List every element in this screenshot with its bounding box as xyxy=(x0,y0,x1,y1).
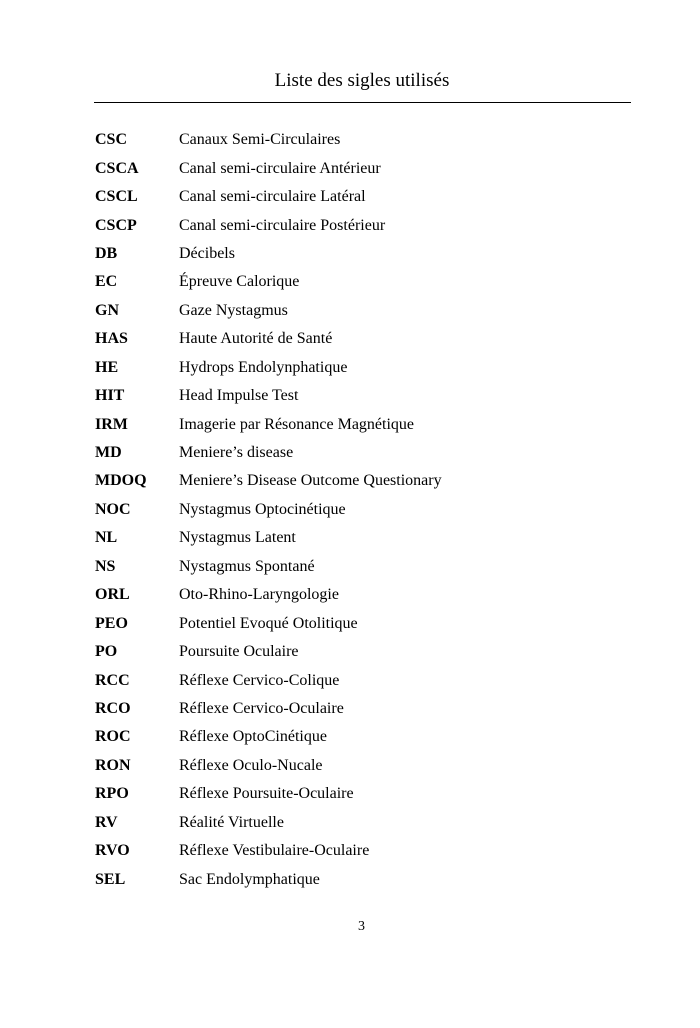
sigle-abbreviation: HAS xyxy=(95,330,128,348)
list-item xyxy=(95,695,615,723)
sigle-abbreviation: EC xyxy=(95,273,118,291)
sigle-definition: Head Impulse Test xyxy=(179,387,299,405)
list-item xyxy=(95,780,615,808)
page-number: 3 xyxy=(358,919,365,934)
sigle-definition: Réflexe Poursuite-Oculaire xyxy=(179,785,354,803)
sigle-abbreviation: RCO xyxy=(95,699,131,717)
sigle-definition: Oto-Rhino-Laryngologie xyxy=(179,586,339,604)
sigle-definition: Imagerie par Résonance Magnétique xyxy=(179,415,415,433)
sigle-abbreviation: HIT xyxy=(95,387,125,405)
sigle-abbreviation: RVO xyxy=(95,842,130,860)
list-item xyxy=(95,211,615,239)
list-item xyxy=(95,154,615,182)
sigle-abbreviation: HE xyxy=(95,358,119,376)
sigle-definition: Poursuite Oculaire xyxy=(179,643,299,661)
sigle-definition: Canal semi-circulaire Latéral xyxy=(179,188,366,206)
sigle-abbreviation: GN xyxy=(95,301,119,319)
sigle-abbreviation: MD xyxy=(95,444,122,462)
sigle-definition: Décibels xyxy=(179,244,235,262)
sigle-abbreviation: RV xyxy=(95,813,118,831)
sigle-definition: Meniere’s disease xyxy=(179,444,294,462)
list-item xyxy=(95,809,615,837)
title-divider xyxy=(94,102,631,103)
sigle-abbreviation: RON xyxy=(95,756,131,774)
list-item xyxy=(95,439,615,467)
list-item xyxy=(95,183,615,211)
sigles-list xyxy=(95,126,615,894)
sigle-abbreviation: PO xyxy=(95,643,118,661)
list-item xyxy=(95,666,615,694)
list-item xyxy=(95,553,615,581)
sigle-abbreviation: MDOQ xyxy=(95,472,147,490)
list-item xyxy=(95,723,615,751)
sigle-definition: Canal semi-circulaire Antérieur xyxy=(179,159,381,177)
sigle-abbreviation: PEO xyxy=(95,614,128,632)
sigle-abbreviation: NL xyxy=(95,529,118,547)
list-item xyxy=(95,865,615,893)
list-item xyxy=(95,609,615,637)
sigle-definition: Réalité Virtuelle xyxy=(179,813,284,831)
sigle-abbreviation: RCC xyxy=(95,671,130,689)
list-item xyxy=(95,325,615,353)
list-item xyxy=(95,126,615,154)
sigle-abbreviation: CSCP xyxy=(95,216,137,234)
sigle-abbreviation: ROC xyxy=(95,728,131,746)
list-item xyxy=(95,240,615,268)
list-item xyxy=(95,410,615,438)
list-item xyxy=(95,752,615,780)
sigle-definition: Gaze Nystagmus xyxy=(179,301,288,319)
page-title: Liste des sigles utilisés xyxy=(274,70,450,91)
sigle-abbreviation: SEL xyxy=(95,870,126,888)
list-item xyxy=(95,524,615,552)
list-item xyxy=(95,496,615,524)
list-item xyxy=(95,354,615,382)
sigle-abbreviation: DB xyxy=(95,244,118,262)
sigle-definition: Potentiel Evoqué Otolitique xyxy=(179,614,358,632)
sigle-definition: Réflexe OptoCinétique xyxy=(179,728,327,746)
sigle-definition: Canal semi-circulaire Postérieur xyxy=(179,216,386,234)
sigle-abbreviation: CSCA xyxy=(95,159,139,177)
list-item xyxy=(95,581,615,609)
sigle-abbreviation: CSC xyxy=(95,131,128,149)
list-item xyxy=(95,467,615,495)
list-item xyxy=(95,837,615,865)
sigle-definition: Nystagmus Spontané xyxy=(179,557,315,575)
list-item xyxy=(95,382,615,410)
sigle-definition: Nystagmus Latent xyxy=(179,529,296,547)
sigle-abbreviation: CSCL xyxy=(95,188,138,206)
sigle-abbreviation: IRM xyxy=(95,415,128,433)
sigle-definition: Réflexe Cervico-Oculaire xyxy=(179,699,344,717)
sigle-definition: Épreuve Calorique xyxy=(179,273,300,291)
sigle-definition: Canaux Semi-Circulaires xyxy=(179,131,341,149)
sigle-definition: Meniere’s Disease Outcome Questionary xyxy=(179,472,442,490)
sigle-definition: Nystagmus Optocinétique xyxy=(179,500,346,518)
sigle-abbreviation: NS xyxy=(95,557,116,575)
sigle-definition: Hydrops Endolynphatique xyxy=(179,358,348,376)
list-item xyxy=(95,297,615,325)
sigle-abbreviation: NOC xyxy=(95,500,131,518)
sigle-definition: Réflexe Cervico-Colique xyxy=(179,671,340,689)
list-item xyxy=(95,638,615,666)
sigle-definition: Sac Endolymphatique xyxy=(179,870,320,888)
list-item xyxy=(95,268,615,296)
sigle-definition: Haute Autorité de Santé xyxy=(179,330,333,348)
sigle-abbreviation: ORL xyxy=(95,586,130,604)
sigle-definition: Réflexe Vestibulaire-Oculaire xyxy=(179,842,370,860)
sigle-abbreviation: RPO xyxy=(95,785,129,803)
sigle-definition: Réflexe Oculo-Nucale xyxy=(179,756,323,774)
